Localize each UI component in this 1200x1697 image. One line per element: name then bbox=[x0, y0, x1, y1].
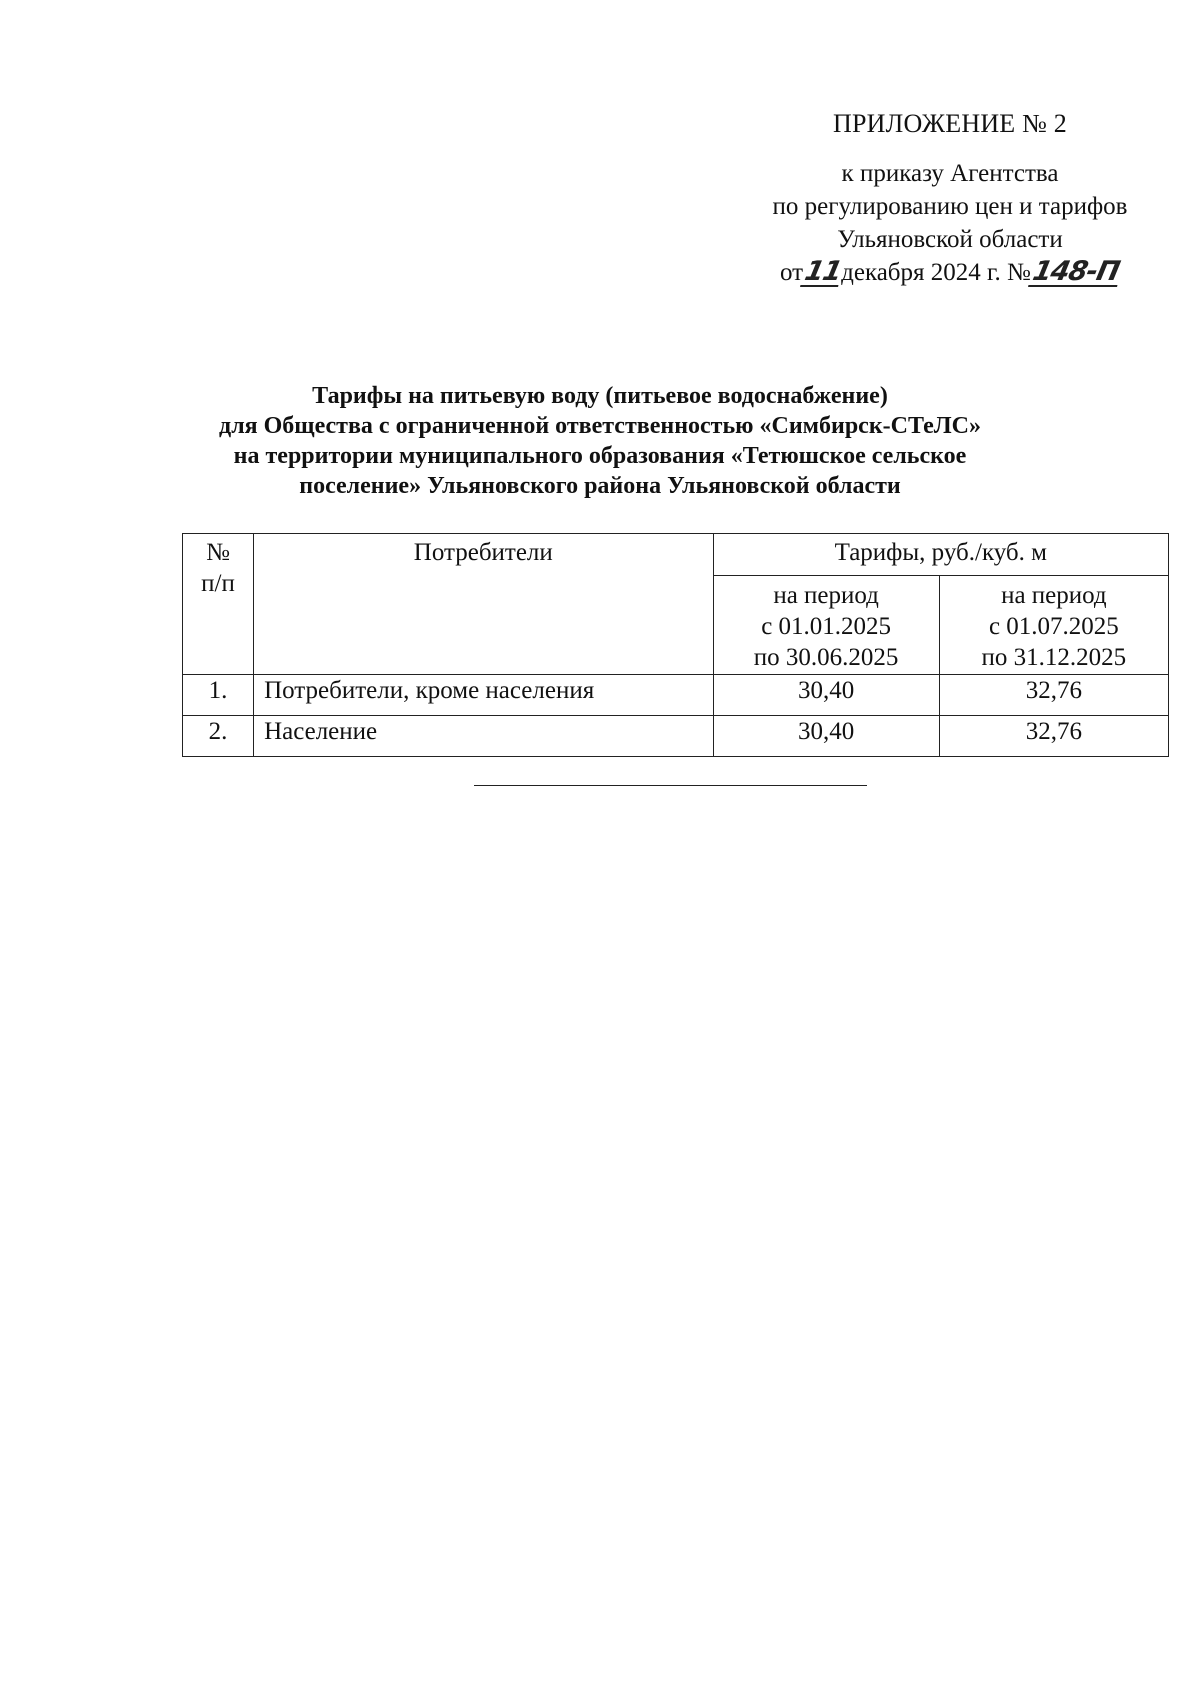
header-period-2-start: с 01.07.2025 bbox=[988, 613, 1119, 640]
appendix-line-region: Ульяновской области bbox=[837, 226, 1063, 253]
row-number: 2. bbox=[183, 716, 254, 757]
header-period-2-label: на период bbox=[1001, 582, 1107, 609]
header-period-2-end: по 31.12.2025 bbox=[981, 644, 1127, 671]
document-title-line-4: поселение» Ульяновского района Ульяновской области bbox=[299, 473, 901, 499]
tariff-table bbox=[182, 533, 1169, 757]
appendix-title: ПРИЛОЖЕНИЕ № 2 bbox=[833, 109, 1067, 138]
table-row bbox=[183, 716, 1169, 757]
header-period-1-end: по 30.06.2025 bbox=[753, 644, 899, 671]
header-period-1-label: на период bbox=[773, 582, 879, 609]
row-tariff-period-1: 30,40 bbox=[713, 675, 939, 716]
appendix-line-order: к приказу Агентства bbox=[841, 160, 1059, 187]
order-prefix: от bbox=[780, 259, 804, 286]
row-tariff-period-2: 32,76 bbox=[939, 716, 1168, 757]
row-consumer: Население bbox=[254, 716, 713, 757]
order-number-handwritten: 148-П bbox=[1029, 256, 1122, 287]
table-row bbox=[183, 675, 1169, 716]
header-number-abbr: п/п bbox=[201, 570, 235, 597]
header-number bbox=[183, 534, 254, 675]
row-number: 1. bbox=[183, 675, 254, 716]
document-title-line-2: для Общества с ограниченной ответственностью «Симбирск-СТеЛС» bbox=[219, 413, 981, 439]
row-consumer: Потребители, кроме населения bbox=[254, 675, 713, 716]
header-tariffs-group: Тарифы, руб./куб. м bbox=[713, 534, 1168, 576]
order-date-text: декабря 2024 г. № bbox=[841, 259, 1031, 286]
appendix-line-agency: по регулированию цен и тарифов bbox=[772, 193, 1128, 220]
header-period-1-start: с 01.01.2025 bbox=[761, 613, 892, 640]
order-day-handwritten: 11 bbox=[802, 256, 845, 287]
document-title-line-3: на территории муниципального образования «Тетюшское сельское bbox=[233, 443, 967, 469]
header-consumers: Потребители bbox=[254, 534, 713, 675]
row-tariff-period-2: 32,76 bbox=[939, 675, 1168, 716]
header-period-2 bbox=[939, 576, 1168, 675]
row-tariff-period-1: 30,40 bbox=[713, 716, 939, 757]
document-title-line-1: Тарифы на питьевую воду (питьевое водоснабжение) bbox=[312, 383, 888, 409]
table-header-row bbox=[183, 534, 1169, 576]
header-period-1 bbox=[713, 576, 939, 675]
order-date-line bbox=[700, 256, 1200, 289]
closing-rule bbox=[474, 785, 867, 786]
header-number-sign: № bbox=[206, 539, 230, 566]
document-title bbox=[160, 381, 1040, 501]
appendix-reference bbox=[700, 157, 1200, 289]
